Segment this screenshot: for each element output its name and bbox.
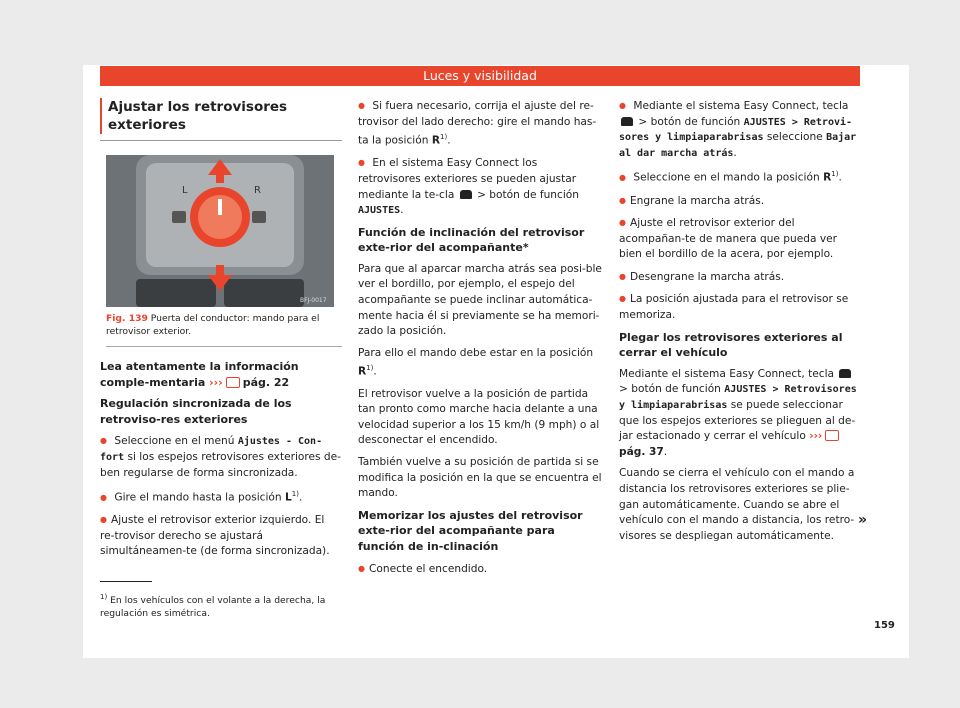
item-text: . <box>298 491 303 504</box>
item-text: . <box>400 204 404 217</box>
memorize-heading: Memorizar los ajustes del retrovisor exte-rior del acompañante para función de in-clinación <box>358 508 583 553</box>
car-icon <box>621 117 633 126</box>
footnote-divider <box>100 581 152 582</box>
footnote-ref: 1) <box>831 170 839 179</box>
position-label: L <box>285 491 292 504</box>
list-item: ● Desengrane la marcha atrás. <box>619 269 862 286</box>
item-text: Seleccione en el mando la posición <box>633 171 820 184</box>
sync-heading: Regulación sincronizada de los retroviso-res exteriores <box>100 397 292 426</box>
read-info-reference[interactable] <box>209 376 289 389</box>
item-text: se puede seleccionar que los espejos exteriores se plieguen al de-jar estacionado y cerrar el vehículo <box>619 399 856 443</box>
column-1 <box>100 98 342 566</box>
item-text: > botón de función <box>477 188 579 201</box>
list-item: ● La posición ajustada para el retrovisor se memoriza. <box>619 291 862 323</box>
item-text: Para ello el mando debe estar en la posición <box>358 346 594 359</box>
menu-path: AJUSTES > Retrovi-sores y limpiaparabrisas <box>619 116 853 144</box>
title-divider <box>100 140 342 141</box>
read-info-text: Lea atentamente la información comple-mentaria <box>100 360 299 389</box>
list-item <box>619 167 862 186</box>
figure-label-r: R <box>254 185 261 196</box>
footnote-ref: 1) <box>291 490 299 499</box>
item-text: . <box>733 146 737 159</box>
item-text: Mediante el sistema Easy Connect, tecla <box>619 367 835 380</box>
list-item <box>100 487 342 506</box>
footnote-text: En los vehículos con el volante a la derecha, la regulación es simétrica. <box>100 595 326 620</box>
position-label: R <box>431 134 440 147</box>
paragraph <box>358 346 602 381</box>
arrow-indicator: ››› <box>809 430 823 443</box>
book-icon <box>226 377 240 388</box>
item-text: En el sistema Easy Connect los retrovisores exteriores se pueden ajustar mediante la te-cla <box>358 157 577 201</box>
item-text: Mediante el sistema Easy Connect, tecla <box>633 100 849 112</box>
list-item: ● Engrane la marcha atrás. <box>619 193 862 210</box>
item-text: . <box>838 171 842 184</box>
continued-marker: » <box>858 512 868 528</box>
page-reference: pág. 37 <box>619 445 664 458</box>
list-item: ● Ajuste el retrovisor exterior izquierdo. El re-trovisor derecho se ajustará simultáneamen-te (de forma sincronizada). <box>100 512 342 560</box>
item-text: Seleccione en el menú <box>114 435 235 448</box>
car-icon <box>460 190 472 199</box>
item-text: seleccione <box>766 131 823 144</box>
section-title: Ajustar los retrovisores exteriores <box>100 98 342 134</box>
menu-path: AJUSTES > Retrovisores y limpiaparabrisas <box>619 384 857 412</box>
list-item <box>358 98 602 149</box>
footnote-ref: 1) <box>366 364 374 373</box>
column-3 <box>619 98 862 550</box>
paragraph: También vuelve a su posición de partida si se modifica la posición en la que se encuentra el mando. <box>358 455 602 500</box>
item-text: Gire el mando hasta la posición <box>114 491 282 504</box>
item-text: . <box>447 134 451 147</box>
list-item: ● Conecte el encendido. <box>358 561 602 578</box>
tilt-heading: Función de inclinación del retrovisor exte-rior del acompañante* <box>358 225 585 255</box>
footnote-ref: 1) <box>440 133 448 142</box>
column-2 <box>358 98 602 583</box>
mirror-control-figure <box>106 155 334 307</box>
item-text: Si fuera necesario, corrija el ajuste del re-trovisor del lado derecho: gire el mando has-ta la posición <box>358 100 597 147</box>
item-text: . <box>663 445 668 458</box>
position-label: R <box>823 171 832 184</box>
position-label: R <box>358 365 367 378</box>
chapter-header: Luces y visibilidad <box>100 66 860 86</box>
book-icon <box>825 430 839 441</box>
figure-number: Fig. 139 <box>106 313 148 324</box>
paragraph: El retrovisor vuelve a la posición de partida tan pronto como marche hacia delante a una velocidad superior a los 15 km/h (9 mph) o al desconectar el encendido. <box>358 387 600 447</box>
arrow-indicator: ››› <box>209 375 223 389</box>
list-item: ● Ajuste el retrovisor exterior del acompañan-te de manera que pueda ver bien el bordillo de la acera, por ejemplo. <box>619 215 862 263</box>
read-info-heading <box>100 359 342 390</box>
menu-path: Ajustes - Con-fort <box>100 436 323 463</box>
figure-caption-text: Puerta del conductor: mando para el retrovisor exterior. <box>106 313 320 337</box>
fold-heading: Plegar los retrovisores exteriores al cerrar el vehículo <box>619 330 843 360</box>
footnote <box>100 591 340 620</box>
list-item <box>358 155 602 218</box>
footnote-mark: 1) <box>100 593 108 601</box>
paragraph: Cuando se cierra el vehículo con el mando a distancia los retrovisores exteriores se plie-gan automáticamente. Cuando se abre el vehículo con el mando a distancia, los retro-visores se despliegan automáticamente. <box>619 467 855 542</box>
menu-path: AJUSTES <box>358 205 401 217</box>
item-text: si los espejos retrovisores exteriores de-ben regularse de forma sincronizada. <box>100 450 341 479</box>
list-item <box>100 433 342 481</box>
figure-label-l: L <box>182 185 188 196</box>
page-number: 159 <box>874 620 895 631</box>
mirror-control-illustration <box>106 155 334 307</box>
page-reference: pág. 22 <box>242 375 290 389</box>
item-text: . <box>373 365 377 378</box>
menu-option: Bajar al dar marcha atrás <box>619 132 857 159</box>
figure-caption <box>106 313 342 347</box>
paragraph: Para que al aparcar marcha atrás sea posi-ble ver el bordillo, por ejemplo, el espejo del acompañante se puede inclinar automática-mente hacia él si previamente se ha memori-zado la posición. <box>358 262 602 338</box>
item-text: > botón de función <box>619 383 721 396</box>
paragraph <box>619 367 862 461</box>
list-item <box>619 98 862 161</box>
item-text: > botón de función <box>638 115 741 128</box>
figure-code: BFJ-0017 <box>300 297 327 304</box>
car-icon <box>839 369 851 378</box>
